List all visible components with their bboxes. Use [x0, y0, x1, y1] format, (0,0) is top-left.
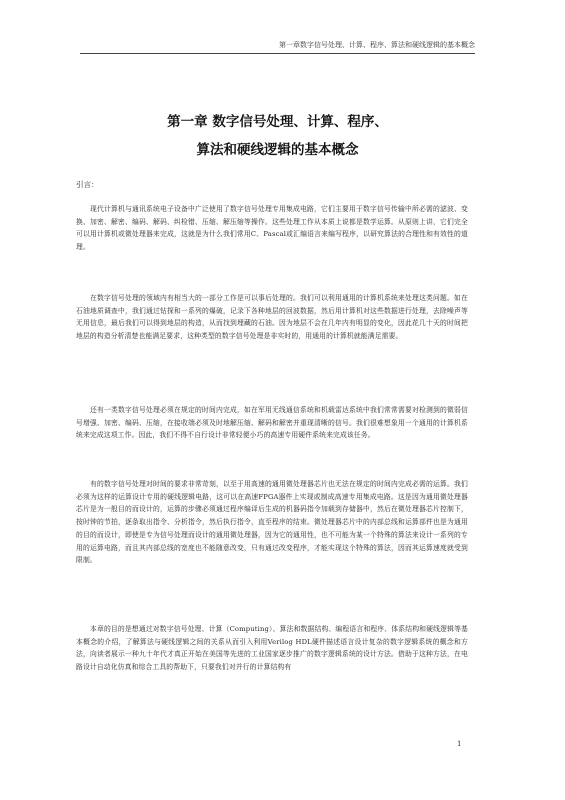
paragraph-3: 还有一类数字信号处理必须在规定的时间内完成，如在军用无线通信系统和机载雷达系统中我们常常需要对检测到的微弱信号增强、加密、编码、压缩，在接收端必须及时地解压缩、解码和解密并重现清晰的信号。我们很难想象用一个通用的计算机系统来完成这项工作。因此，我们不得不自行设计非常轻便小巧的高速专用硬件系统来完成该任务。 [76, 406, 468, 440]
chapter-title [80, 108, 475, 164]
chapter-title-line-2: 算法和硬线逻辑的基本概念 [196, 142, 359, 158]
paragraph-4: 有的数字信号处理对时间的要求非常苛刻，以至于用高速的通用微处理器芯片也无法在规定的时间内完成必需的运算。我们必须为这样的运算设计专用的硬线逻辑电路，这可以在高速FPGA器件上实现或制成高速专用集成电路。这是因为通用微处理器芯片是为一般目的而设计的，运算的步骤必须通过程序编译后生成的机器码指令加载到存储器中，然后在微处理器芯片控制下，按时钟的节拍，逐条取出指令、分析指令，然后执行指令，直至程序的结束。微处理器芯片中的内部总线和运算部件也是为通用的目的而设计，即使是专为信号处理而设计的通用微处理器，因为它的通用性，也不可能为某一个特殊的算法来设计一系列的专用的运算电路，而且其内部总线的宽度也不能随意改变，只有通过改变程序，才能实现这个特殊的算法，因而其运算速度就受到限制。 [76, 480, 468, 565]
preface-label: 引言： [76, 180, 99, 189]
running-header: 第一章数字信号处理、计算、程序、算法和硬线逻辑的基本概念 [80, 40, 475, 54]
paragraph-1: 现代计算机与通讯系统电子设备中广泛使用了数字信号处理专用集成电路，它们主要用于数字信号传输中所必需的滤波、变换、加密、解密、编码、解码、纠检错、压缩、解压缩等操作。这些处理工作从本质上说都是数学运算。从原则上讲，它们完全可以用计算机或微处理器来完成，这就是为什么我们常用C、Pascal或汇编语言来编写程序，以研究算法的合理性和有效性的道理。 [76, 205, 468, 252]
page-number: 1 [457, 740, 462, 748]
paragraph-2: 在数字信号处理的领域内有相当大的一部分工作是可以事后处理的。我们可以利用通用的计算机系统来处理这类问题。如在石油地质调查中，我们通过钻探和一系列的爆破，记录下各种地层的回波数据，然后用计算机对这些数据进行处理，去除噪声等无用信息，最后我们可以得到地层的构造，从而找到埋藏的石油。因为地层不会在几年内有明显的变化，因此花几十天的时间把地层的构造分析清楚也能满足要求，这种类型的数字信号处理是非实时的，用通用的计算机就能满足需要。 [76, 294, 468, 341]
chapter-title-line-1: 第一章 数字信号处理、计算、程序、 [167, 114, 388, 130]
paragraph-5: 本章的目的是想通过对数字信号处理、计算（Computing）、算法和数据结构、编程语言和程序、体系结构和硬线逻辑等基本概念的介绍，了解算法与硬线逻辑之间的关系从而引入利用Verilog HDL硬件描述语言设计复杂的数字逻辑系统的概念和方法，向读者展示一种九十年代才真正开始在美国等先进的工业国家逐步推广的数字逻辑系统的设计方法。借助于这种方法，在电路设计自动化仿真和综合工具的帮助下，只要我们对并行的计算结构有 [76, 625, 468, 672]
